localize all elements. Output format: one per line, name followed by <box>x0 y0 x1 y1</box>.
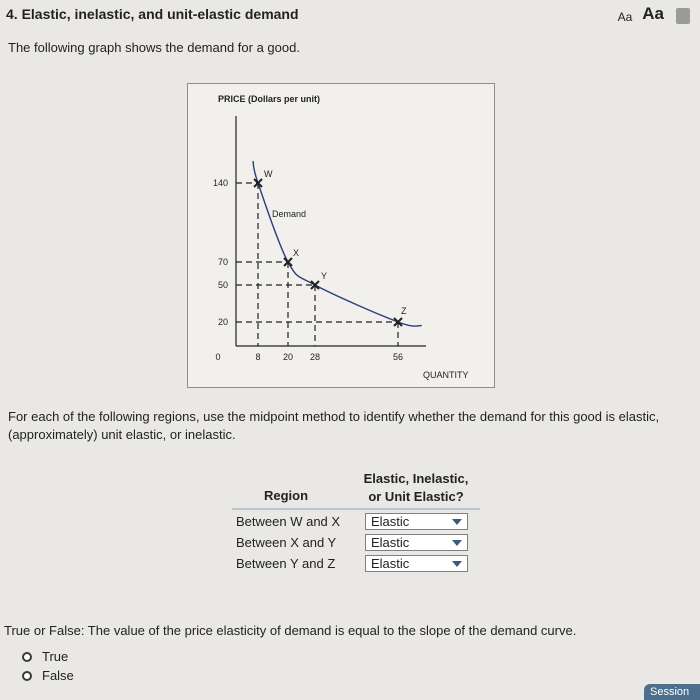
y-tick-label: 140 <box>212 178 228 188</box>
point-markers <box>254 169 407 326</box>
y-tick-label: 20 <box>217 317 228 327</box>
demand-curve <box>253 161 422 326</box>
answer-dropdown-y-z[interactable] <box>365 555 468 572</box>
x-axis-label: QUANTITY <box>423 370 469 380</box>
question-title: 4. Elastic, inelastic, and unit-elastic demand <box>6 6 299 22</box>
region-label-y-z: Between Y and Z <box>236 556 336 571</box>
point-label-w: W <box>264 169 273 179</box>
region-column-header: Region <box>264 488 309 503</box>
table-divider <box>232 508 480 510</box>
answer-header-line1: Elastic, Inelastic, <box>363 471 469 486</box>
chevron-down-icon <box>452 540 462 546</box>
true-false-question: True or False: The value of the price elasticity of demand is equal to the slope of the demand curve. <box>4 623 577 638</box>
demand-graph <box>187 83 495 388</box>
answer-header-line2: or Unit Elastic? <box>368 489 464 504</box>
chevron-down-icon <box>452 519 462 525</box>
x-tick-label: 0 <box>215 352 221 362</box>
y-tick-label: 50 <box>217 280 228 290</box>
radio-button-false[interactable] <box>22 671 32 681</box>
x-tick-label: 56 <box>392 352 404 362</box>
tick-labels <box>213 178 403 362</box>
option-false[interactable] <box>22 668 74 683</box>
graph-svg <box>188 84 496 389</box>
instructions-text: For each of the following regions, use the midpoint method to identify whether the demand for this good is elastic, (approximately) unit elastic, or inelastic. <box>8 409 660 442</box>
guide-lines <box>236 183 398 346</box>
y-axis-label: PRICE (Dollars per unit) <box>218 94 321 104</box>
x-tick-label: 8 <box>255 352 261 362</box>
y-tick-label: 70 <box>217 257 228 267</box>
answer-dropdown-w-x[interactable] <box>365 513 468 530</box>
decrease-font-button[interactable]: Aa <box>617 10 633 24</box>
session-button[interactable]: Session <box>644 684 700 700</box>
answer-dropdown-x-y[interactable] <box>365 534 468 551</box>
option-true-label: True <box>42 649 69 664</box>
document-icon[interactable] <box>676 8 690 24</box>
font-size-controls <box>618 4 690 24</box>
radio-button-true[interactable] <box>22 652 32 662</box>
demand-curve-label: Demand <box>272 209 307 219</box>
point-label-y: Y <box>321 271 328 281</box>
region-label-x-y: Between X and Y <box>236 535 337 550</box>
dropdown-value: Elastic <box>371 556 410 571</box>
point-label-z: Z <box>401 306 407 316</box>
option-false-label: False <box>42 668 74 683</box>
option-true[interactable] <box>22 649 68 664</box>
chevron-down-icon <box>452 561 462 567</box>
region-label-w-x: Between W and X <box>236 514 341 529</box>
point-label-x: X <box>293 248 300 258</box>
x-tick-label: 28 <box>309 352 321 362</box>
intro-text: The following graph shows the demand for a good. <box>8 40 300 55</box>
increase-font-button[interactable]: Aa <box>642 4 664 23</box>
x-tick-label: 20 <box>282 352 294 362</box>
dropdown-value: Elastic <box>371 535 410 550</box>
answer-column-header <box>358 470 474 506</box>
dropdown-value: Elastic <box>371 514 410 529</box>
